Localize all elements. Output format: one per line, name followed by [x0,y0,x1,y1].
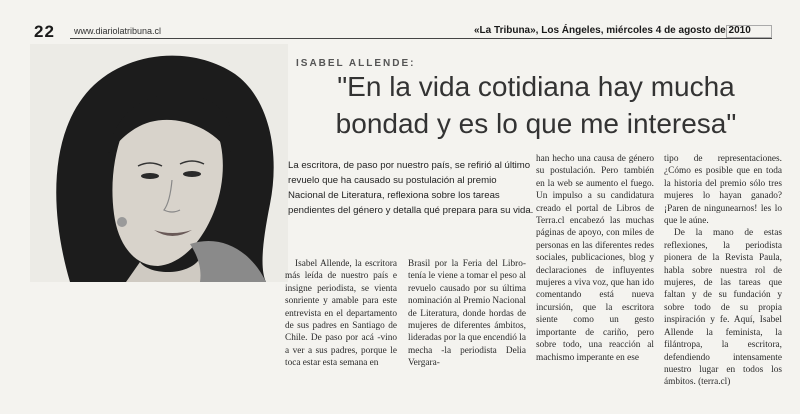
body-column-1 [285,258,397,370]
article-headline: "En la vida cotidiana hay mucha bondad y es lo que me interesa" [335,71,737,139]
body-column-3 [536,153,654,364]
body-paragraph: han hecho una causa de género su postulación. Pero también en la web se aumento el fuego. Un impulso a su candidatura creado el portal de Libros de Terra.cl encabezó las muchas páginas de apoyo, con miles de personas en las diferentes redes sociales, publicaciones, blog y declaraciones de influyentes mujeres a viva voz, que han ido comentando está nueva incursión, que la escritora siente como un gesto importante de cariño, pero sobre todo, una reacción al machismo imperante en ese [536,154,654,363]
body-column-4 [664,153,782,389]
page-number: 22 [34,22,55,41]
author-portrait-photo [30,44,288,282]
body-paragraph: Brasil por la Feria del Libro- tenía le viene a tomar el peso al revuelo causado por su última nominación al Premio Nacional de Literatura, donde hordas de mujeres de diferentes ámbitos, lideradas por la que encendió la mecha -la periodista Delia Vergara- [408,259,526,369]
body-paragraph: Isabel Allende, la escritora más leída de nuestro país e insigne periodista, se vienta sonriente y amable para este entrevista en el departamento de sus padres en Santiago de Chile. De paso por acá -vino a ver a sus padres, porque le toca estar esta semana en [285,259,397,369]
body-column-2 [408,258,526,370]
site-url: www.diariolatribuna.cl [74,26,162,36]
section-tag-box [726,25,772,38]
header-rule [70,38,772,39]
page-header [0,0,800,46]
body-paragraph: tipo de representaciones. ¿Cómo es posible que en toda la historia del premio sólo tres mujeres lo hayan ganado? ¡Paren de ningunearnos! les lo que le aúne. [664,154,782,227]
article-kicker: ISABEL ALLENDE: [296,58,416,69]
portrait-illustration [30,44,288,282]
article-lead: La escritora, de paso por nuestro país, se refirió al último revuelo que ha causado su postulación al premio Nacional de Literatura, reflexiona sobre los tareas pendientes del género y detalla qué prepara para su vida. [288,160,534,216]
dateline: «La Tribuna», Los Ángeles, miércoles 4 de agosto de 2010 [474,25,751,36]
body-paragraph: De la mano de estas reflexiones, la periodista pionera de la Revista Paula, habla sobre nuestra rol de mujeres, de las tareas que faltan y de su fundación y sobre todo de su propia inspiración y fe. Aquí, Isabel Allende la feminista, la filántropa, la escritora, defendiendo intensamente nuestro lugar en todos los ámbitos. (terra.cl) [664,228,782,388]
